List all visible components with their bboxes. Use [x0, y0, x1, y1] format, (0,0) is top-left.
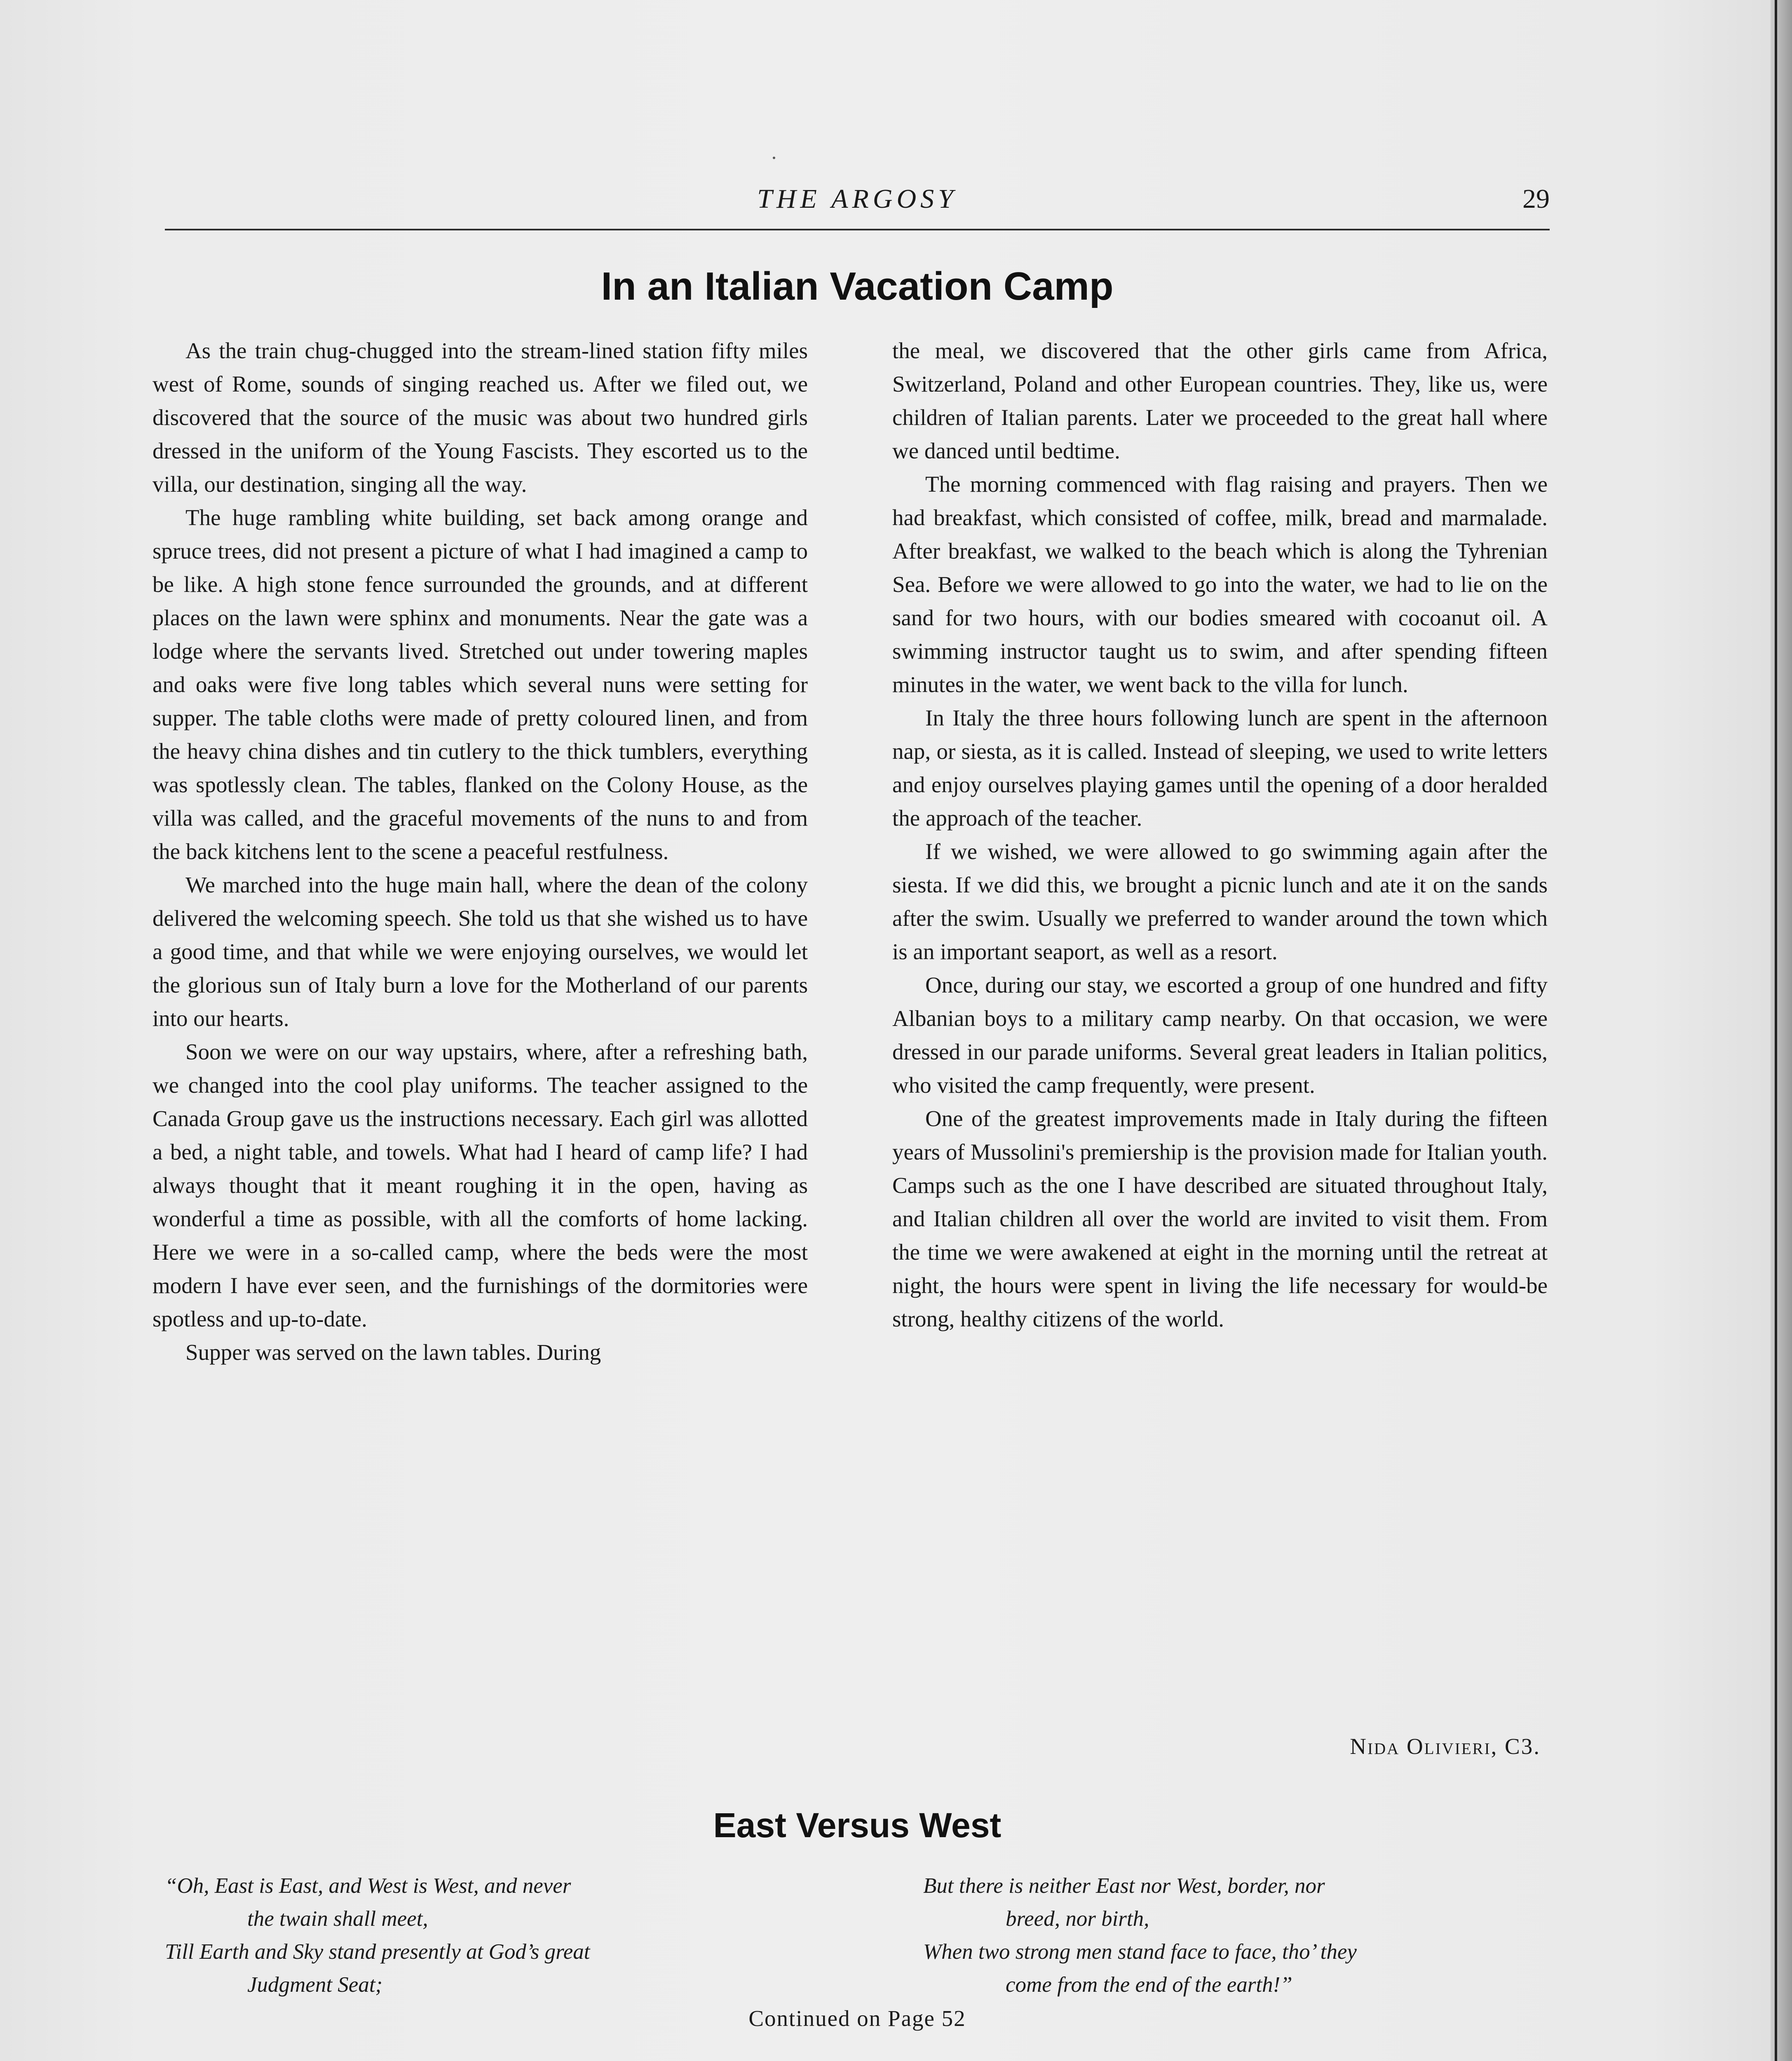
- paragraph: The huge rambling white building, set back among orange and spruce trees, did not present a picture of what I had imagined a camp to be like. A high stone fence surrounded the grounds, and at different places on the lawn were sphinx and monuments. Near the gate was a lodge where the servants lived. Stretched out under towering maples and oaks were five long tables which several nuns were setting for supper. The table cloths were made of pretty coloured linen, and from the heavy china dishes and tin cutlery to the thick tumblers, everything was spotlessly clean. The tables, flanked on the Colony House, as the villa was called, and the graceful movements of the nuns to and from the back kitchens lent to the scene a peaceful restfulness.: [152, 505, 808, 864]
- verse-line: Till Earth and Sky stand presently at God’s great: [165, 1940, 590, 1964]
- verse-line: breed, nor birth,: [1006, 1907, 1149, 1931]
- article-column-left: [152, 334, 808, 1369]
- paragraph: Supper was served on the lawn tables. During: [185, 1340, 601, 1365]
- verse-line: “Oh, East is East, and West is West, and never: [165, 1874, 571, 1898]
- article-column-right: [892, 334, 1548, 1336]
- poem-stanza-left: [165, 1869, 845, 2001]
- verse-line: the twain shall meet,: [247, 1907, 428, 1931]
- author-byline: Nida Olivieri, C3.: [1350, 1734, 1541, 1759]
- verse-line: Judgment Seat;: [247, 1973, 383, 1997]
- paragraph: Once, during our stay, we escorted a group of one hundred and fifty Albanian boys to a military camp nearby. On that occasion, we were dressed in our parade uniforms. Several great leaders in Italian politics, who visited the camp frequently, were present.: [892, 972, 1548, 1098]
- paragraph: As the train chug-chugged into the stream-lined station fifty miles west of Rome, sounds of singing reached us. After we filed out, we discovered that the source of the music was about two hundred girls dressed in the uniform of the Young Fascists. They escorted us to the villa, our destination, singing all the way.: [152, 338, 808, 497]
- page-edge-shadow: [1771, 0, 1792, 2061]
- paragraph: The morning commenced with flag raising and prayers. Then we had breakfast, which consisted of coffee, milk, bread and marmalade. After breakfast, we walked to the beach which is along the Tyhrenian Sea. Before we were allowed to go into the water, we had to lie on the sand for two hours, with our bodies smeared with cocoanut oil. A swimming instructor taught us to swim, and after spending fifteen minutes in the water, we went back to the villa for lunch.: [892, 472, 1548, 697]
- paragraph: We marched into the huge main hall, where the dean of the colony delivered the welcoming speech. She told us that she wished us to have a good time, and that while we were enjoying ourselves, we would let the glorious sun of Italy burn a love for the Motherland of our parents into our hearts.: [152, 872, 808, 1031]
- continued-note: Continued on Page 52: [748, 2006, 966, 2031]
- header-rule: [165, 229, 1550, 230]
- verse-line: When two strong men stand face to face, tho’ they: [923, 1940, 1357, 1964]
- paragraph: In Italy the three hours following lunch are spent in the afternoon nap, or siesta, as it is called. Instead of sleeping, we used to write letters and enjoy ourselves playing games until the opening of a door heralded the approach of the teacher.: [892, 705, 1548, 831]
- article-title: In an Italian Vacation Camp: [601, 264, 1114, 308]
- page-number: 29: [1522, 184, 1550, 214]
- poem-title: East Versus West: [713, 1806, 1002, 1845]
- running-head: [165, 183, 1550, 233]
- paragraph: One of the greatest improvements made in Italy during the fifteen years of Mussolini's premiership is the provision made for Italian youth. Camps such as the one I have described are situated throughout Italy, and Italian children all over the world are invited to visit them. From the time we were awakened at eight in the morning until the retreat at night, the hours were spent in living the life necessary for would-be strong, healthy citizens of the world.: [892, 1106, 1548, 1331]
- verse-line: come from the end of the earth!”: [1006, 1973, 1292, 1997]
- poem-stanza-right: [923, 1869, 1603, 2001]
- scan-speck: [773, 157, 775, 159]
- paragraph: Soon we were on our way upstairs, where, after a refreshing bath, we changed into the cool play uniforms. The teacher assigned to the Canada Group gave us the instructions necessary. Each girl was allotted a bed, a night table, and towels. What had I heard of camp life? I had always thought that it meant roughing it in the open, having as wonderful a time as possible, with all the comforts of home lacking. Here we were in a so-called camp, where the beds were the most modern I have ever seen, and the furnishings of the dormitories were spotless and up-to-date.: [152, 1039, 808, 1331]
- paragraph: If we wished, we were allowed to go swimming again after the siesta. If we did this, we brought a picnic lunch and ate it on the sands after the swim. Usually we preferred to wander around the town which is an important seaport, as well as a resort.: [892, 839, 1548, 964]
- running-title: THE ARGOSY: [757, 184, 957, 214]
- verse-line: But there is neither East nor West, border, nor: [923, 1874, 1325, 1898]
- paragraph-continued: the meal, we discovered that the other girls came from Africa, Switzerland, Poland and other European countries. They, like us, were children of Italian parents. Later we proceeded to the great hall where we danced until bedtime.: [892, 338, 1548, 463]
